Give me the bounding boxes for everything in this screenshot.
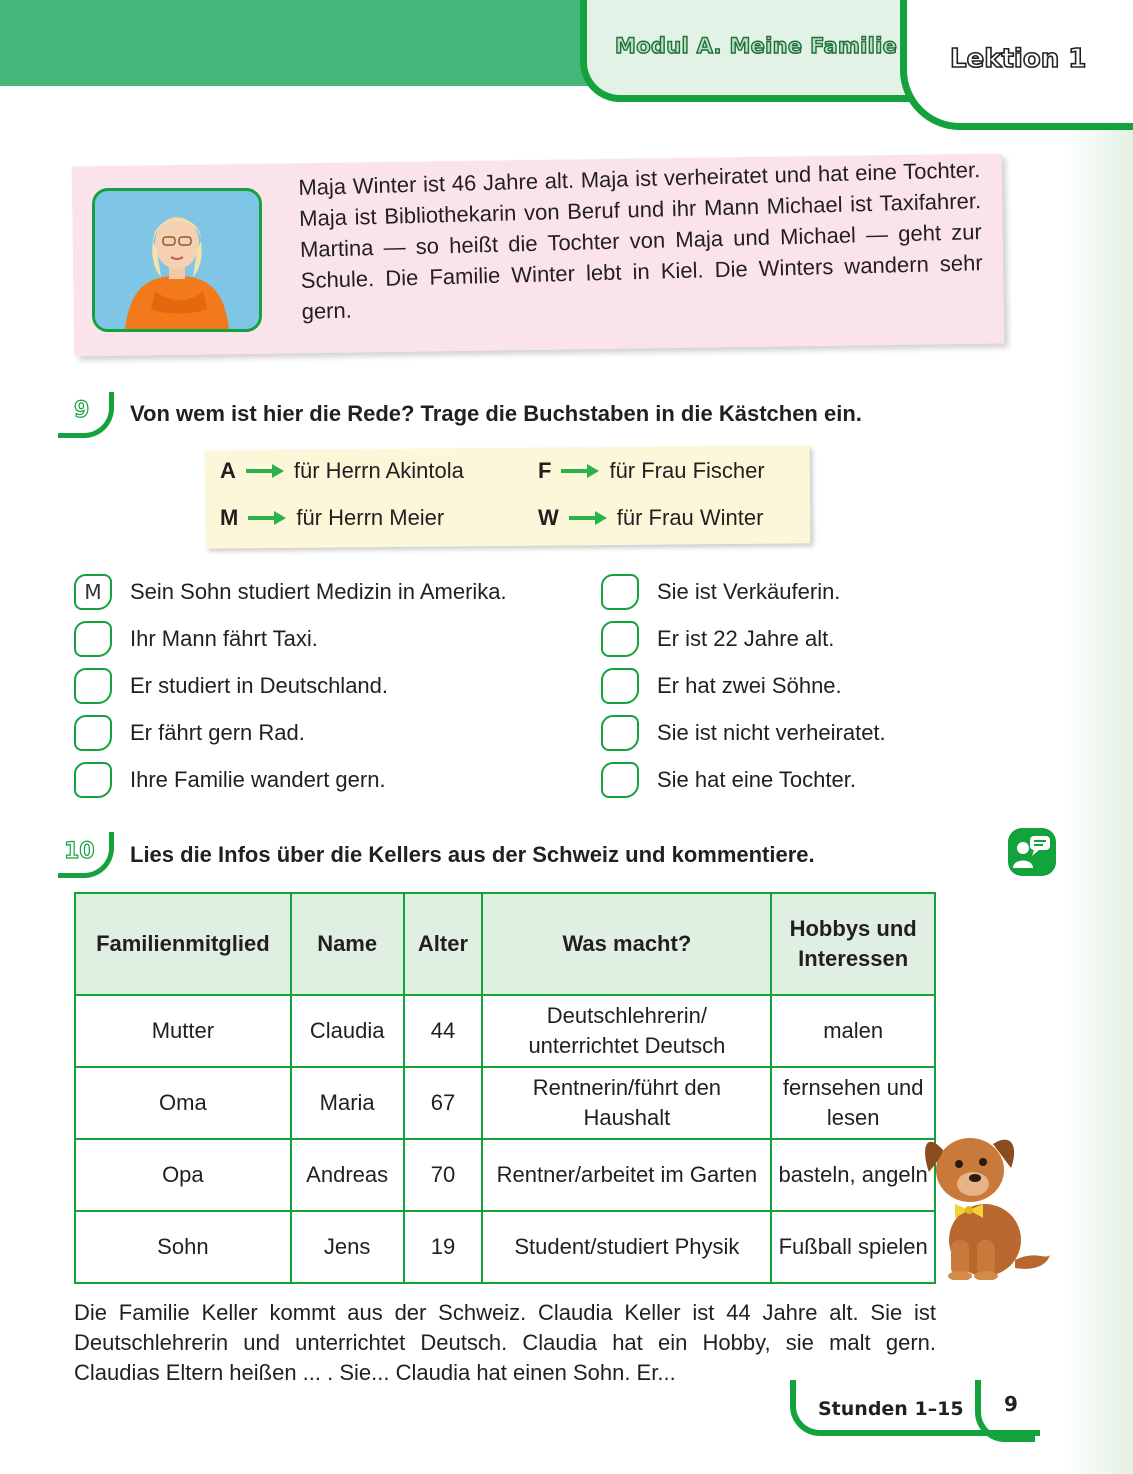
statement-text: Sein Sohn studiert Medizin in Amerika. (130, 579, 507, 604)
right-margin-band (1063, 130, 1133, 1474)
table-cell: basteln, angeln (771, 1139, 935, 1211)
table-cell: 67 (404, 1067, 483, 1139)
table-cell: Student/studiert Physik (482, 1211, 771, 1283)
lesson-title: Lektion 1 (950, 44, 1087, 74)
legend-letter: F (538, 458, 552, 483)
statement-text: Er hat zwei Söhne. (657, 673, 842, 698)
table-cell: 44 (404, 995, 483, 1067)
table-cell: 70 (404, 1139, 483, 1211)
statement-text: Sie hat eine Tochter. (657, 767, 856, 792)
statement-text: Er studiert in Deutschland. (130, 673, 389, 698)
table-cell: Deutschlehrerin/ unterrichtet Deutsch (482, 995, 771, 1067)
legend-item-w (538, 505, 763, 531)
answer-box[interactable] (601, 668, 639, 704)
table-cell: Rentner/arbeitet im Garten (482, 1139, 771, 1211)
dog-illustration (915, 1120, 1055, 1280)
exercise-9-number: 9 (74, 398, 90, 423)
statement-row (601, 621, 834, 657)
table-cell: Mutter (75, 995, 291, 1067)
column-header: Was macht? (482, 893, 771, 995)
module-title: Modul A. Meine Familie (615, 34, 898, 58)
table-cell: Maria (291, 1067, 404, 1139)
statement-row (601, 715, 886, 751)
column-header: Alter (404, 893, 483, 995)
answer-box[interactable] (74, 621, 112, 657)
answer-box[interactable] (601, 621, 639, 657)
legend-letter: W (538, 505, 559, 530)
legend-letter: M (220, 505, 239, 530)
statement-text: Sie ist Verkäuferin. (657, 579, 841, 604)
table-cell: Andreas (291, 1139, 404, 1211)
table-cell: Sohn (75, 1211, 291, 1283)
table-row (75, 1139, 935, 1211)
answer-box[interactable] (601, 715, 639, 751)
answer-box[interactable]: M (74, 574, 112, 610)
info-card-text: Maja Winter ist 46 Jahre alt. Maja ist verheiratet und hat eine Tochter. Maja ist Bibliothekarin von Beruf und ihr Mann Michael ist Taxifahrer. Martina — so heißt die Tochter von Maja und Michael — geht zur Schule. Die Familie Winter lebt in Kiel. Die Winters wandern sehr gern. (298, 157, 983, 324)
legend-item-f (538, 458, 765, 484)
column-header: Name (291, 893, 404, 995)
statement-row (74, 621, 318, 657)
statement-row (74, 762, 386, 798)
answer-box[interactable] (74, 762, 112, 798)
exercise-10-number: 10 (64, 839, 95, 864)
arrow-right-icon (561, 464, 599, 478)
exercise-10-title: Lies die Infos über die Kellers aus der Schweiz und kommentiere. (130, 842, 815, 867)
legend-text: für Herrn Akintola (293, 458, 464, 483)
column-header: Hobbys und Interessen (771, 893, 935, 995)
page-number: 9 (1004, 1392, 1018, 1416)
statement-row (74, 574, 507, 610)
answer-box[interactable] (601, 762, 639, 798)
table-cell: Opa (75, 1139, 291, 1211)
answer-box[interactable] (74, 668, 112, 704)
table-row (75, 1211, 935, 1283)
table-row (75, 995, 935, 1067)
table-cell: Rentnerin/führt den Haushalt (482, 1067, 771, 1139)
legend-item-m (220, 505, 444, 531)
legend-text: für Frau Fischer (609, 458, 765, 483)
answer-box[interactable] (74, 715, 112, 751)
table-cell: 19 (404, 1211, 483, 1283)
arrow-right-icon (248, 511, 286, 525)
family-info-table (74, 892, 936, 1284)
table-cell: Jens (291, 1211, 404, 1283)
table-cell: Fußball spielen (771, 1211, 935, 1283)
answer-box[interactable] (601, 574, 639, 610)
legend-text: für Herrn Meier (296, 505, 445, 530)
arrow-right-icon (246, 464, 284, 478)
speaking-task-icon (1008, 828, 1056, 876)
statement-text: Ihr Mann fährt Taxi. (130, 626, 318, 651)
statement-text: Sie ist nicht verheiratet. (657, 720, 886, 745)
statement-text: Er fährt gern Rad. (130, 720, 305, 745)
statement-row (74, 668, 388, 704)
statement-row (601, 668, 842, 704)
portrait-image (92, 188, 262, 332)
table-row (75, 1067, 935, 1139)
table-header-row (75, 893, 935, 995)
header-green-bar (0, 0, 590, 86)
statement-row (74, 715, 305, 751)
statement-text: Ihre Familie wandert gern. (130, 767, 386, 792)
exercise-9-title: Von wem ist hier die Rede? Trage die Buchstaben in die Kästchen ein. (130, 401, 862, 426)
table-cell: fernsehen und lesen (771, 1067, 935, 1139)
arrow-right-icon (569, 511, 607, 525)
table-cell: Claudia (291, 995, 404, 1067)
legend-item-a (220, 458, 464, 484)
example-paragraph: Die Familie Keller kommt aus der Schweiz. Claudia Keller ist 44 Jahre alt. Sie ist Deutschlehrerin und unterrichtet Deutsch. Claudia hat ein Hobby, sie malt gern. Claudias Eltern heißen ... . Sie... Claudia hat einen Sohn. Er... (74, 1300, 936, 1385)
statement-row (601, 762, 856, 798)
legend-letter: A (220, 458, 236, 483)
footer-section-label: Stunden 1–15 (818, 1398, 964, 1420)
statement-row (601, 574, 840, 610)
table-cell: malen (771, 995, 935, 1067)
legend-text: für Frau Winter (616, 505, 764, 530)
column-header: Familienmitglied (75, 893, 291, 995)
table-cell: Oma (75, 1067, 291, 1139)
statement-text: Er ist 22 Jahre alt. (657, 626, 835, 651)
